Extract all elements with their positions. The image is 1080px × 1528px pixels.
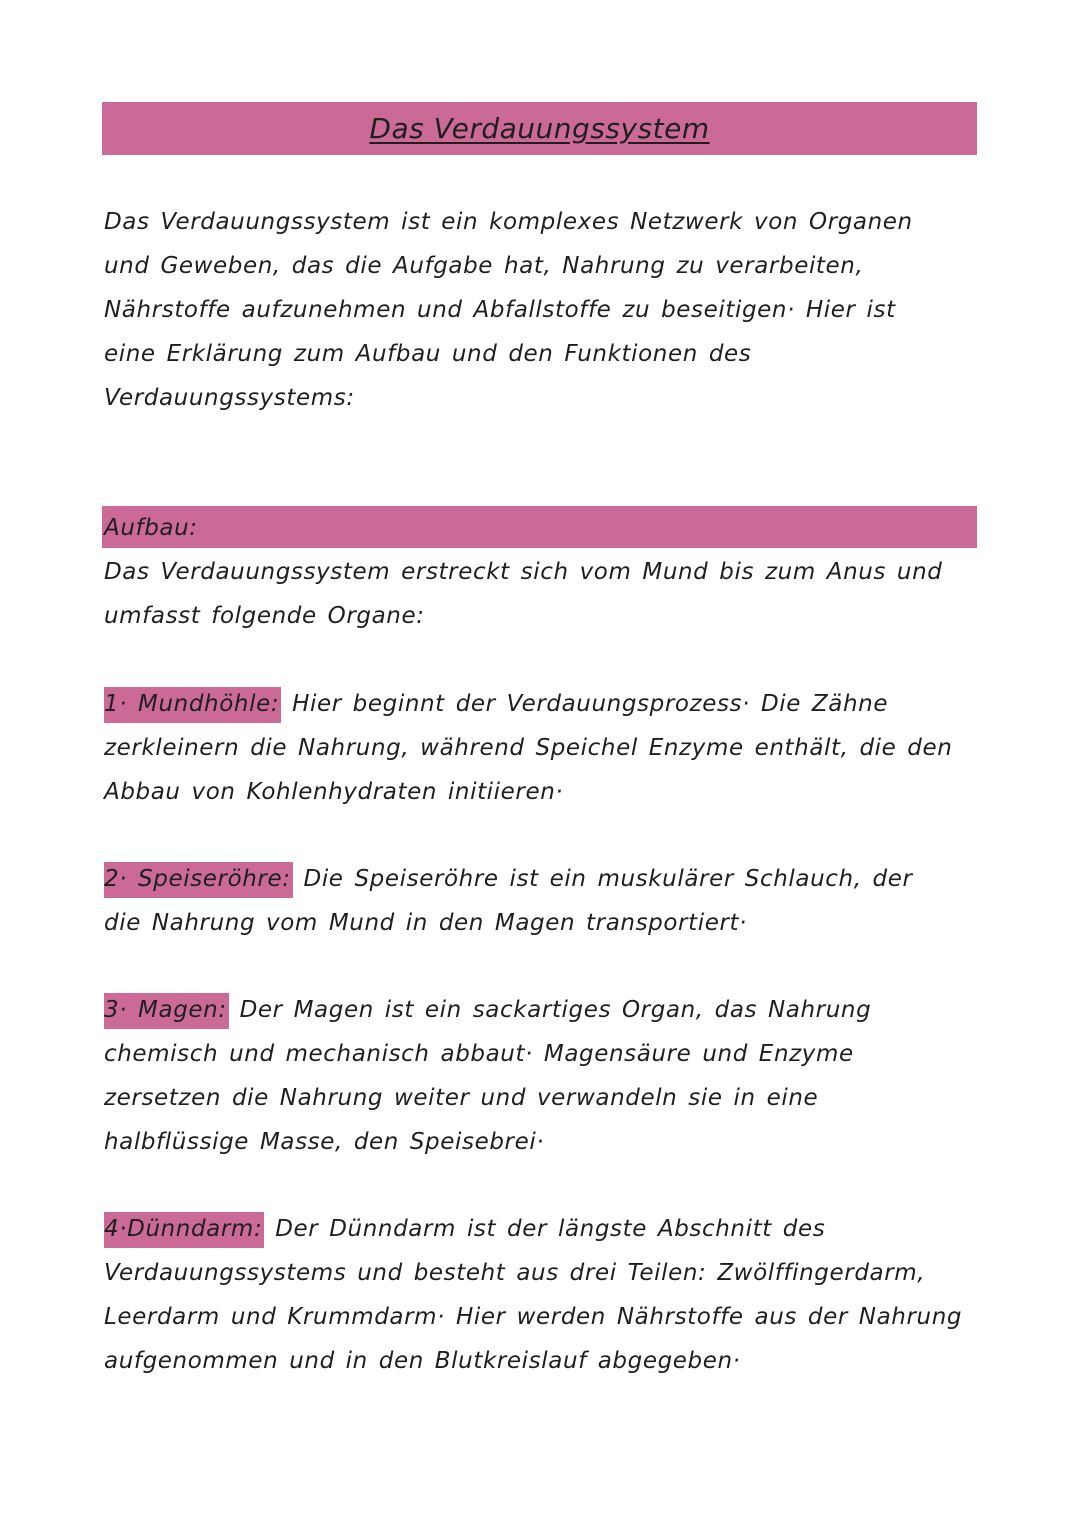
list-item-mundhoehle	[104, 682, 984, 814]
title-banner	[102, 102, 977, 155]
list-item-text: Der Dünndarm ist der längste Abschnitt des Verdauungssystems und besteht aus drei Teilen: Zwölffingerdarm, Leerdarm und Krummdarm· Hier werden Nährstoffe aus der Nahrung aufgenommen und in den Blutkreislauf abgegeben·	[104, 1216, 963, 1374]
list-item-label: 2· Speiseröhre:	[104, 862, 293, 898]
page-title: Das Verdauungssystem	[369, 112, 710, 145]
list-item-text: Der Magen ist ein sackartiges Organ, das Nahrung chemisch und mechanisch abbaut· Magensäure und Enzyme zersetzen die Nahrung weiter und verwandeln sie in eine halbflüssige Masse, den Speisebrei·	[104, 997, 872, 1155]
section-heading: Aufbau:	[104, 515, 198, 541]
list-item-label: 1· Mundhöhle:	[104, 687, 281, 723]
section-banner	[102, 506, 977, 548]
list-item-label: 3· Magen:	[104, 993, 229, 1029]
section-intro-paragraph: Das Verdauungssystem erstreckt sich vom Mund bis zum Anus und umfasst folgende Organe:	[104, 559, 943, 629]
list-item-duenndarm	[104, 1207, 964, 1383]
list-item-text: Hier beginnt der Verdauungsprozess· Die Zähne zerkleinern die Nahrung, während Speichel Enzyme enthält, die den Abbau von Kohlenhydraten initiieren·	[104, 691, 953, 805]
list-item-magen	[104, 988, 904, 1164]
intro-paragraph: Das Verdauungssystem ist ein komplexes Netzwerk von Organen und Geweben, das die Aufgabe hat, Nahrung zu verarbeiten, Nährstoffe aufzunehmen und Abfallstoffe zu beseitigen· Hier ist eine Erklärung zum Aufbau und den Funktionen des Verdauungssystems:	[104, 209, 913, 411]
list-item-label: 4·Dünndarm:	[104, 1212, 264, 1248]
list-item-text: Die Speiseröhre ist ein muskulärer Schlauch, der die Nahrung vom Mund in den Magen transportiert·	[104, 866, 913, 936]
list-item-speiseroehre	[104, 857, 944, 945]
